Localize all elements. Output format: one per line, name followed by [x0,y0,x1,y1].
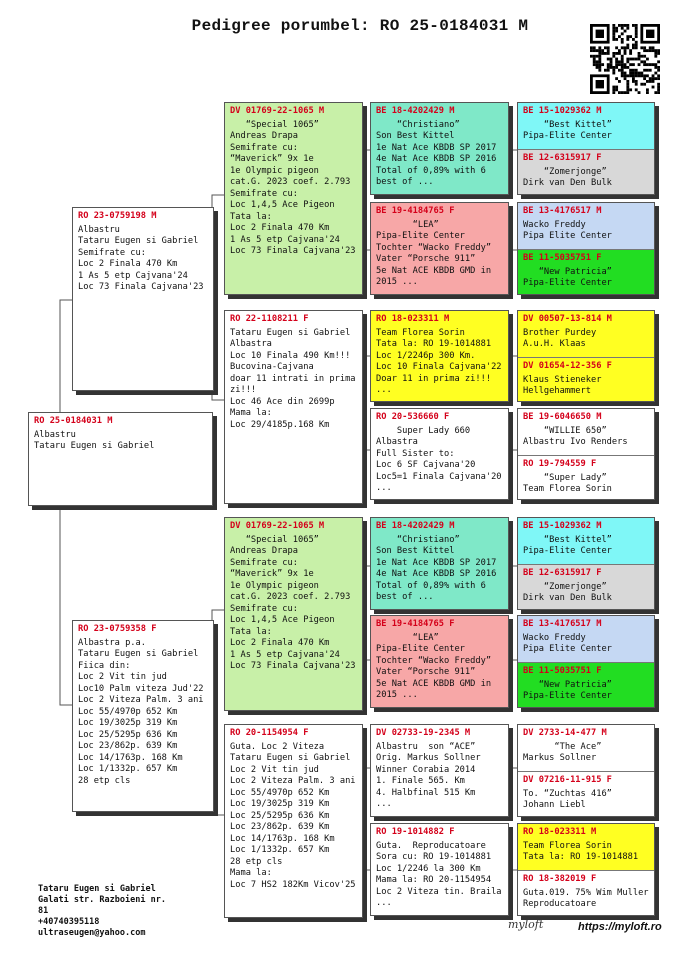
ring-number: DV 2733-14-477 M [523,728,607,738]
pigeon-info-line: 5e Nat ACE KBDB GMD in [376,678,492,689]
pigeon-info-line: Tata la: [230,211,272,222]
pigeon-info-line: “Zomerjonge” [523,581,607,592]
pigeon-card-dsd [370,615,509,708]
owner-contact [38,884,218,939]
pigeon-info-line: Andreas Drapa [230,546,298,556]
pigeon-info-line: Reproducatoare [523,899,597,909]
ring-number: RO 25-0184031 M [34,416,113,426]
ring-number: BE 15-1029362 M [523,521,602,531]
pigeon-info-line: Loc 2 Viteza tin. Braila [376,886,502,897]
pigeon-card-dds [370,724,509,817]
pigeon-card-sire [72,207,214,391]
pigeon-info-line: Pipa-Elite Center [523,278,612,288]
pigeon-info-line: 5e Nat ACE KBDB GMD in [376,265,492,276]
pigeon-info-line: Semifrate cu: [230,188,298,199]
pigeon-pair-8 [517,823,655,916]
pigeon-card-g14 [518,771,654,817]
pigeon-info-line: cat.G. 2023 coef. 2.793 [230,177,351,187]
brand-footer [508,918,668,940]
pigeon-info-line: Loc 2 Viteza Palm. 3 ani [230,776,356,786]
pigeon-card-g5 [518,311,654,357]
pigeon-info-line: Tataru Eugen si Gabriel [34,441,155,451]
pigeon-info-line: A.u.H. Klaas [523,339,586,349]
ring-number: DV 01769-22-1065 M [230,106,325,116]
pigeon-card-g15 [518,824,654,870]
ring-number: RO 18-023311 M [376,314,450,324]
ring-number: BE 13-4176517 M [523,206,602,216]
pigeon-info-line: Mama la: RO 20-1154954 [376,875,492,885]
pigeon-info-line: 1e Nat Ace KBDB SP 2017 [376,142,497,153]
ring-number: BE 13-4176517 M [523,619,602,629]
pigeon-info-line: Winner Corabia 2014 [376,764,476,775]
pigeon-info-line: Pipa-Elite Center [523,691,612,701]
pigeon-info-line: “Christiano” [376,119,460,130]
ring-number: BE 12-6315917 F [523,153,602,163]
ring-number: DV 01654-12-356 F [523,361,612,371]
ring-number: BE 18-4202429 M [376,521,455,531]
pigeon-info-line: Loc 1/2246 la 300 Km [376,863,481,874]
pigeon-info-line: 4e Nat Ace KBDB SP 2016 [376,154,497,164]
pigeon-info-line: Loc 73 Finala Cajvana'23 [230,246,356,256]
pigeon-pair-7 [517,724,655,817]
pigeon-info-line: 1. Finale 565. Km [376,776,465,786]
pigeon-info-line: Tata la: RO 19-1014881 [376,339,492,349]
pigeon-info-line: Loc 2 Vit tin jud [230,764,319,775]
pigeon-info-line: Tataru Eugen si Gabriel [230,327,351,338]
pigeon-info-line: Mama la: [230,408,272,418]
pigeon-info-line: Tata la: RO 19-1014881 [523,852,639,862]
ring-number: RO 23-0759198 M [78,211,157,221]
pigeon-info-line: Loc 25/5295p 636 Km [230,810,330,821]
pigeon-info-line: Mama la: [230,868,272,878]
pigeon-info-line: Loc10 Palm viteza Jud'22 [78,683,204,694]
pigeon-info-line: Vater “Porsche 911” [376,667,476,677]
pigeon-info-line: Pipa Elite Center [523,231,612,241]
pigeon-pair-2 [517,202,655,295]
pigeon-info-line: zi!!! [230,385,257,395]
pigeon-info-line: Loc 10 Finala Cajvana'22 [376,362,502,372]
pigeon-info-line: “Best Kittel” [523,534,612,545]
ring-number: DV 00507-13-814 M [523,314,612,324]
pigeon-info-line: Tochter “Wacko Freddy” [376,655,492,666]
pigeon-info-line: Albastru Ivo Renders [523,437,628,447]
pigeon-info-line: 1e Nat Ace KBDB SP 2017 [376,557,497,568]
pigeon-info-line: cat.G. 2023 coef. 2.793 [230,592,351,602]
pigeon-info-line: Tataru Eugen si Gabriel [78,236,199,246]
pigeon-info-line: Pipa-Elite Center [523,546,612,556]
pigeon-info-line: Guta.019. 75% Wim Muller [523,887,649,898]
pigeon-info-line: Total of 0,89% with 6 [376,580,486,591]
pigeon-info-line: Hellgehammert [523,386,591,396]
pigeon-info-line: Total of 0,89% with 6 [376,165,486,176]
pigeon-info-line: Semifrate cu: [230,603,298,614]
pigeon-info-line: Tataru Eugen si Gabriel [78,649,199,659]
pigeon-card-g16 [518,870,654,916]
pigeon-info-line: ... [376,385,392,395]
pigeon-info-line: Albastra [230,339,272,349]
ring-number: RO 22-1108211 F [230,314,309,324]
pigeon-info-line: Loc5=1 Finala Cajvana'20 [376,471,502,482]
pigeon-info-line: Loc 73 Finala Cajvana'23 [78,282,204,292]
pigeon-info-line: 2015 ... [376,690,418,700]
pigeon-info-line: best of ... [376,177,434,187]
pigeon-card-sds [370,310,509,402]
pigeon-info-line: Wacko Freddy [523,632,586,643]
pigeon-card-sdd [370,408,509,500]
pigeon-info-line: Loc 1,4,5 Ace Pigeon [230,200,335,210]
pigeon-info-line: Loc 46 Ace din 2699p [230,396,335,407]
ring-number: RO 19-794559 F [523,459,597,469]
owner-line: Galati str. Razboieni nr. [38,895,166,905]
pigeon-info-line: Loc 14/1763p. 168 Km [230,833,335,844]
pigeon-info-line: Vater “Porsche 911” [376,254,476,264]
pigeon-card-g9 [518,518,654,564]
pigeon-info-line: Orig. Markus Sollner [376,753,481,763]
owner-line: 81 [38,906,49,916]
pigeon-info-line: Team Florea Sorin [376,327,465,338]
pigeon-info-line: 28 etp cls [230,856,283,867]
pigeon-info-line: Loc 1/1332p. 657 Km [78,764,178,774]
pigeon-info-line: Loc 2 Viteza Palm. 3 ani [78,695,204,705]
pigeon-info-line: Guta. Reproducatoare [376,840,486,851]
pigeon-info-line: Loc 14/1763p. 168 Km [78,752,183,763]
pigeon-info-line: 1e Olympic pigeon [230,165,319,176]
pigeon-info-line: Klaus Stieneker [523,374,602,385]
pigeon-info-line: 4. Halbfinal 515 Km [376,787,476,798]
ring-number: BE 15-1029362 M [523,106,602,116]
pigeon-info-line: Loc 2 Finala 470 Km [230,638,330,648]
pigeon-info-line: “Maverick” 9x 1e [230,154,314,164]
pigeon-info-line: Dirk van Den Bulk [523,593,612,603]
ring-number: BE 11-5035751 F [523,666,602,676]
ring-number: RO 18-382019 F [523,874,597,884]
pigeon-info-line: Loc 29/4185p.168 Km [230,419,330,430]
ring-number: RO 20-1154954 F [230,728,309,738]
pigeon-info-line: Loc 6 SF Cajvana'20 [376,460,476,470]
pigeon-info-line: Loc 1,4,5 Ace Pigeon [230,615,335,625]
pigeon-info-line: “WILLIE 650” [523,425,607,436]
pigeon-info-line: 28 etp cls [78,775,131,786]
pigeon-info-line: doar 11 intrati in prima [230,373,356,384]
pigeon-info-line: “Christiano” [376,534,460,545]
pigeon-info-line: 4e Nat Ace KBDB SP 2016 [376,569,497,579]
pigeon-pair-4 [517,408,655,500]
ring-number: RO 23-0759358 F [78,624,157,634]
ring-number: BE 19-6046650 M [523,412,602,422]
pigeon-info-line: “Special 1065” [230,534,319,545]
pigeon-card-ssd [370,202,509,295]
pigeon-info-line: Pipa-Elite Center [376,644,465,654]
pigeon-info-line: Loc 23/862p. 639 Km [230,822,330,832]
pigeon-card-sire-sire [224,102,363,295]
ring-number: BE 19-4184765 F [376,206,455,216]
pigeon-info-line: Team Florea Sorin [523,484,612,494]
ring-number: RO 18-023311 M [523,827,597,837]
pigeon-info-line: “LEA” [376,219,439,230]
pigeon-info-line: Albastra p.a. [78,637,146,648]
pigeon-info-line: “New Patricia” [523,266,612,277]
pigeon-card-g11 [518,616,654,662]
pigeon-info-line: Loc 2 Finala 470 Km [78,259,178,269]
pigeon-info-line: Tata la: [230,626,272,637]
pigeon-info-line: 1e Olympic pigeon [230,580,319,591]
pigeon-card-g10 [518,564,654,610]
pigeon-info-line: Fiica din: [78,660,131,671]
pigeon-pair-5 [517,517,655,610]
pigeon-info-line: Loc 10 Finala 490 Km!!! [230,350,351,361]
ring-number: DV 01769-22-1065 M [230,521,325,531]
pigeon-info-line: ... [376,799,392,809]
pigeon-info-line: “Super Lady” [523,472,607,483]
pigeon-info-line: “The Ace” [523,741,602,752]
owner-line: Tataru Eugen si Gabriel [38,884,156,894]
pigeon-info-line: Albastru [78,224,120,235]
pigeon-card-g13 [518,725,654,771]
pigeon-info-line: Loc 19/3025p 319 Km [78,718,178,728]
pigeon-info-line: Wacko Freddy [523,219,586,230]
pigeon-info-line: “New Patricia” [523,679,612,690]
pigeon-info-line: Andreas Drapa [230,131,298,141]
owner-line: +40740395118 [38,917,100,927]
pigeon-info-line: Loc 19/3025p 319 Km [230,799,330,809]
pigeon-info-line: Pipa-Elite Center [376,231,465,241]
pigeon-info-line: Son Best Kittel [376,131,455,141]
pigeon-info-line: Loc 55/4970p 652 Km [230,787,330,798]
ring-number: BE 18-4202429 M [376,106,455,116]
pigeon-info-line: Loc 2 Vit tin jud [78,672,167,682]
pigeon-info-line: Brother Purdey [523,327,597,338]
ring-number: BE 12-6315917 F [523,568,602,578]
website-link[interactable]: https://myloft.ro [578,921,662,933]
pigeon-info-line: “Special 1065” [230,119,319,130]
pigeon-card-dam-dam [224,724,363,918]
ring-number: BE 11-5035751 F [523,253,602,263]
pigeon-info-line: Team Florea Sorin [523,840,612,851]
pigeon-info-line: Loc 23/862p. 639 Km [78,741,178,751]
pigeon-info-line: “Best Kittel” [523,119,612,130]
pigeon-info-line: “Maverick” 9x 1e [230,569,314,579]
pigeon-info-line: Pipa Elite Center [523,644,612,654]
qr-code-icon [590,24,660,94]
pigeon-info-line: “LEA” [376,632,439,643]
pigeon-info-line: To. “Zuchtas 416” [523,788,612,799]
pigeon-card-dss [370,517,509,610]
pigeon-info-line: Loc 2 Finala 470 Km [230,223,330,233]
ring-number: RO 20-536660 F [376,412,450,422]
pigeon-card-g12 [518,662,654,708]
pigeon-info-line: Loc 1/2246p 300 Km. [376,350,476,361]
pigeon-info-line: best of ... [376,592,434,602]
pigeon-info-line: 2015 ... [376,277,418,287]
pigeon-pair-6 [517,615,655,708]
pigeon-card-g3 [518,203,654,249]
page-title: Pedigree porumbel: RO 25-0184031 M [191,17,529,35]
pigeon-info-line: Dirk van Den Bulk [523,178,612,188]
pigeon-card-g1 [518,103,654,149]
pigeon-info-line: Super Lady 660 [376,425,471,436]
pigeon-info-line: Pipa-Elite Center [523,131,612,141]
pigeon-info-line: Bucovina-Cajvana [230,362,314,372]
owner-line: ultraseugen@yahoo.com [38,928,146,938]
pigeon-info-line: Full Sister to: [376,448,455,459]
pigeon-info-line: Semifrate cu: [78,247,146,258]
pigeon-info-line: Loc 25/5295p 636 Km [78,729,178,740]
pigeon-info-line: Tataru Eugen si Gabriel [230,753,351,763]
pigeon-info-line: Son Best Kittel [376,546,455,556]
pigeon-pair-1 [517,102,655,195]
pigeon-info-line: Guta. Loc 2 Viteza [230,741,325,752]
ring-number: DV 07216-11-915 F [523,775,612,785]
pigeon-info-line: Semifrate cu: [230,557,298,568]
pigeon-info-line: Loc 1/1332p. 657 Km [230,845,330,855]
pigeon-card-subject [28,412,213,506]
pigeon-card-g8 [518,455,654,500]
pigeon-info-line: Loc 73 Finala Cajvana'23 [230,661,356,671]
pigeon-card-g2 [518,149,654,195]
pigeon-info-line: Loc 7 HS2 182Km Vicov'25 [230,879,356,890]
ring-number: BE 19-4184765 F [376,619,455,629]
pigeon-info-line: Albastra [376,437,418,447]
pigeon-info-line: 1 As 5 etp Cajvana'24 [230,234,340,245]
pigeon-info-line: Semifrate cu: [230,142,298,153]
pigeon-info-line: ... [376,483,392,493]
pigeon-card-g4 [518,249,654,295]
pigeon-card-g7 [518,409,654,455]
ring-number: DV 02733-19-2345 M [376,728,471,738]
myloft-logo: myloft [508,918,544,931]
pigeon-info-line: Albastru [34,429,76,440]
pigeon-card-dam-sire [224,517,363,711]
pigeon-info-line: Albastru son “ACE” [376,741,476,752]
pigeon-card-sire-dam [224,310,363,504]
pigeon-info-line: Doar 11 in prima zi!!! [376,373,492,384]
pigeon-card-sss [370,102,509,195]
pigeon-card-ddd [370,823,509,916]
pigeon-info-line: ... [376,898,392,908]
pigeon-info-line: Markus Sollner [523,753,597,763]
pigeon-card-dam [72,620,214,812]
pigeon-info-line: “Zomerjonge” [523,166,607,177]
pigeon-info-line: 1 As 5 etp Cajvana'24 [230,649,340,660]
pigeon-info-line: Loc 55/4970p 652 Km [78,706,178,717]
ring-number: RO 19-1014882 F [376,827,455,837]
pigeon-pair-3 [517,310,655,402]
pigeon-info-line: Sora cu: RO 19-1014881 [376,852,492,862]
pigeon-info-line: Tochter “Wacko Freddy” [376,242,492,253]
pigeon-info-line: Johann Liebl [523,800,586,810]
pigeon-card-g6 [518,357,654,402]
pigeon-info-line: 1 As 5 etp Cajvana'24 [78,270,188,281]
